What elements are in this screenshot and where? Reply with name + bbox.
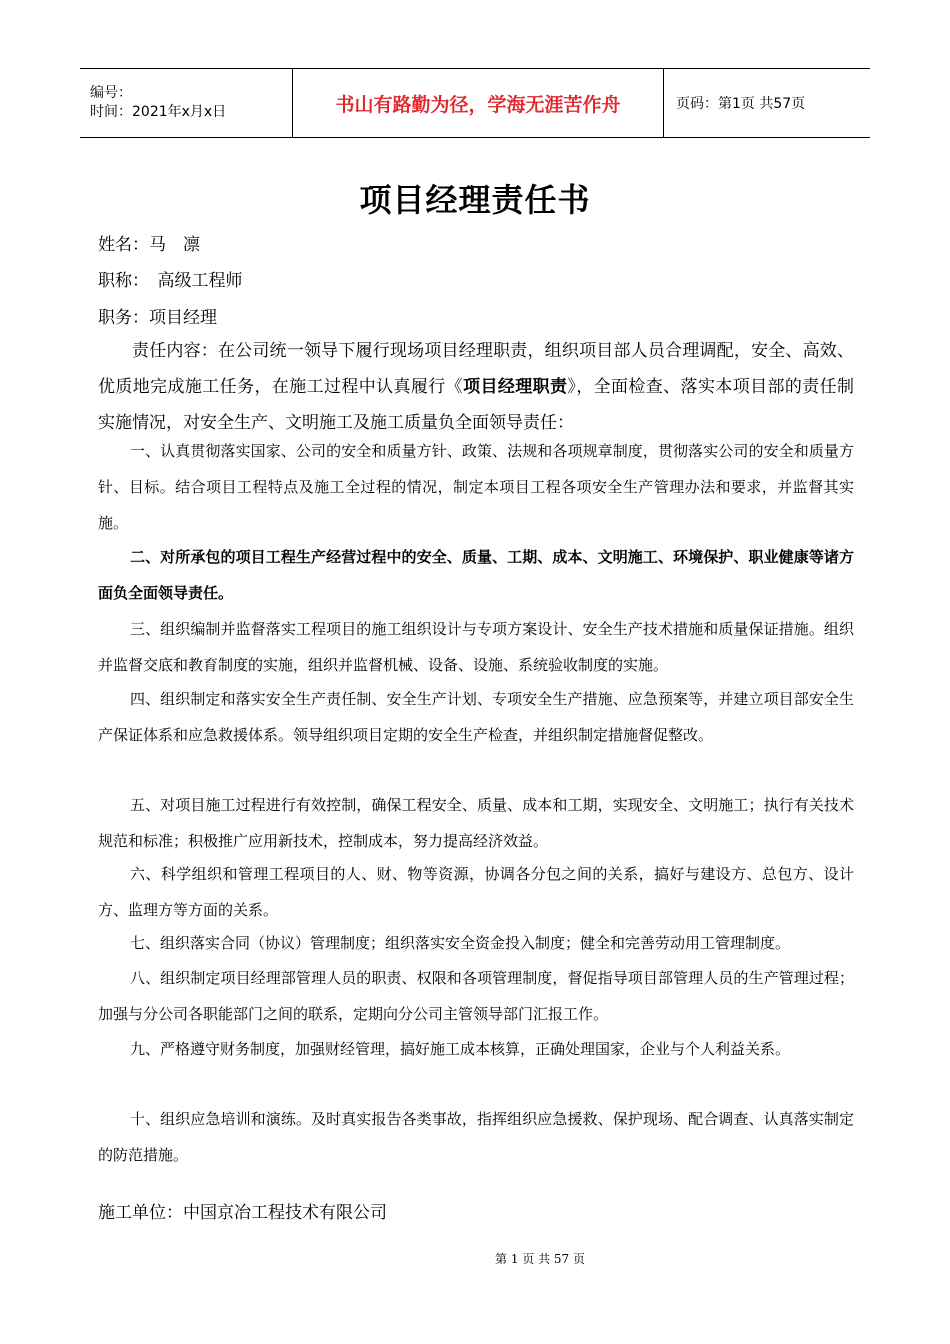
item-2: 二、对所承包的项目工程生产经营过程中的安全、质量、工期、成本、文明施工、环境保护、职业健康等诸方面负全面领导责任。 <box>98 548 854 602</box>
header-motto: 书山有路勤为径，学海无涯苦作舟 <box>335 93 621 116</box>
item-4: 四、组织制定和落实安全生产责任制、安全生产计划、专项安全生产措施、应急预案等，并建立项目部安全生产保证体系和应急救援体系。领导组织项目定期的安全生产检查，并组织制定措施督促整改。 <box>98 690 854 744</box>
item-7: 七、组织落实合同（协议）管理制度；组织落实安全资金投入制度；健全和完善劳动用工管理制度。 <box>130 934 791 952</box>
intro-prefix: 责任内容：在公司统一领导下履行现场项目经理职责，组织项目部人员合理调配，安全、高效、优质地完成施工任务，在施工过程中认真履行《 <box>98 341 854 397</box>
intro-paragraph <box>98 333 854 441</box>
header-left-cell <box>80 69 292 137</box>
item-1: 一、认真贯彻落实国家、公司的安全和质量方针、政策、法规和各项规章制度，贯彻落实公司的安全和质量方针、目标。结合项目工程特点及施工全过程的情况，制定本项目工程各项安全生产管理办法和要求，并监督其实施。 <box>98 442 854 532</box>
item-6: 六、科学组织和管理工程项目的人、财、物等资源，协调各分包之间的关系，搞好与建设方、总包方、设计方、监理方等方面的关系。 <box>98 865 854 919</box>
item-3: 三、组织编制并监督落实工程项目的施工组织设计与专项方案设计、安全生产技术措施和质量保证措施。组织并监督交底和教育制度的实施，组织并监督机械、设备、设施、系统验收制度的实施。 <box>98 620 854 674</box>
page-footer: 第 1 页 共 57 页 <box>495 1252 585 1266</box>
time-label: 时间：2021年x月x日 <box>90 104 227 120</box>
item-9: 九、严格遵守财务制度，加强财经管理，搞好施工成本核算，正确处理国家，企业与个人利益关系。 <box>130 1040 791 1058</box>
intro-emphasis: 项目经理职责 <box>463 377 568 397</box>
header-right-cell <box>664 69 870 137</box>
number-label: 编号： <box>90 85 132 101</box>
position-line: 职务：项目经理 <box>98 308 217 328</box>
item-5: 五、对项目施工过程进行有效控制，确保工程安全、质量、成本和工期，实现安全、文明施工；执行有关技术规范和标准；积极推广应用新技术，控制成本，努力提高经济效益。 <box>98 796 854 850</box>
item-10: 十、组织应急培训和演练。及时真实报告各类事故，指挥组织应急援救、保护现场、配合调查、认真落实制定的防范措施。 <box>98 1110 854 1164</box>
document-header <box>80 68 870 138</box>
name-line: 姓名：马 凛 <box>98 235 200 255</box>
intro-suffix: 》，全面检查、落实本项目部的责任制实施情况，对安全生产、文明施工及施工质量负全面领导责任： <box>98 377 855 433</box>
page-info: 页码：第1页 共57页 <box>676 96 806 112</box>
job-title-line: 职称： 高级工程师 <box>98 271 243 291</box>
item-8: 八、组织制定项目经理部管理人员的职责、权限和各项管理制度，督促指导项目部管理人员的生产管理过程；加强与分公司各职能部门之间的联系，定期向分公司主管领导部门汇报工作。 <box>98 969 854 1023</box>
construction-unit: 施工单位：中国京冶工程技术有限公司 <box>98 1203 387 1223</box>
header-middle-cell <box>292 69 664 137</box>
document-title: 项目经理责任书 <box>359 181 591 219</box>
